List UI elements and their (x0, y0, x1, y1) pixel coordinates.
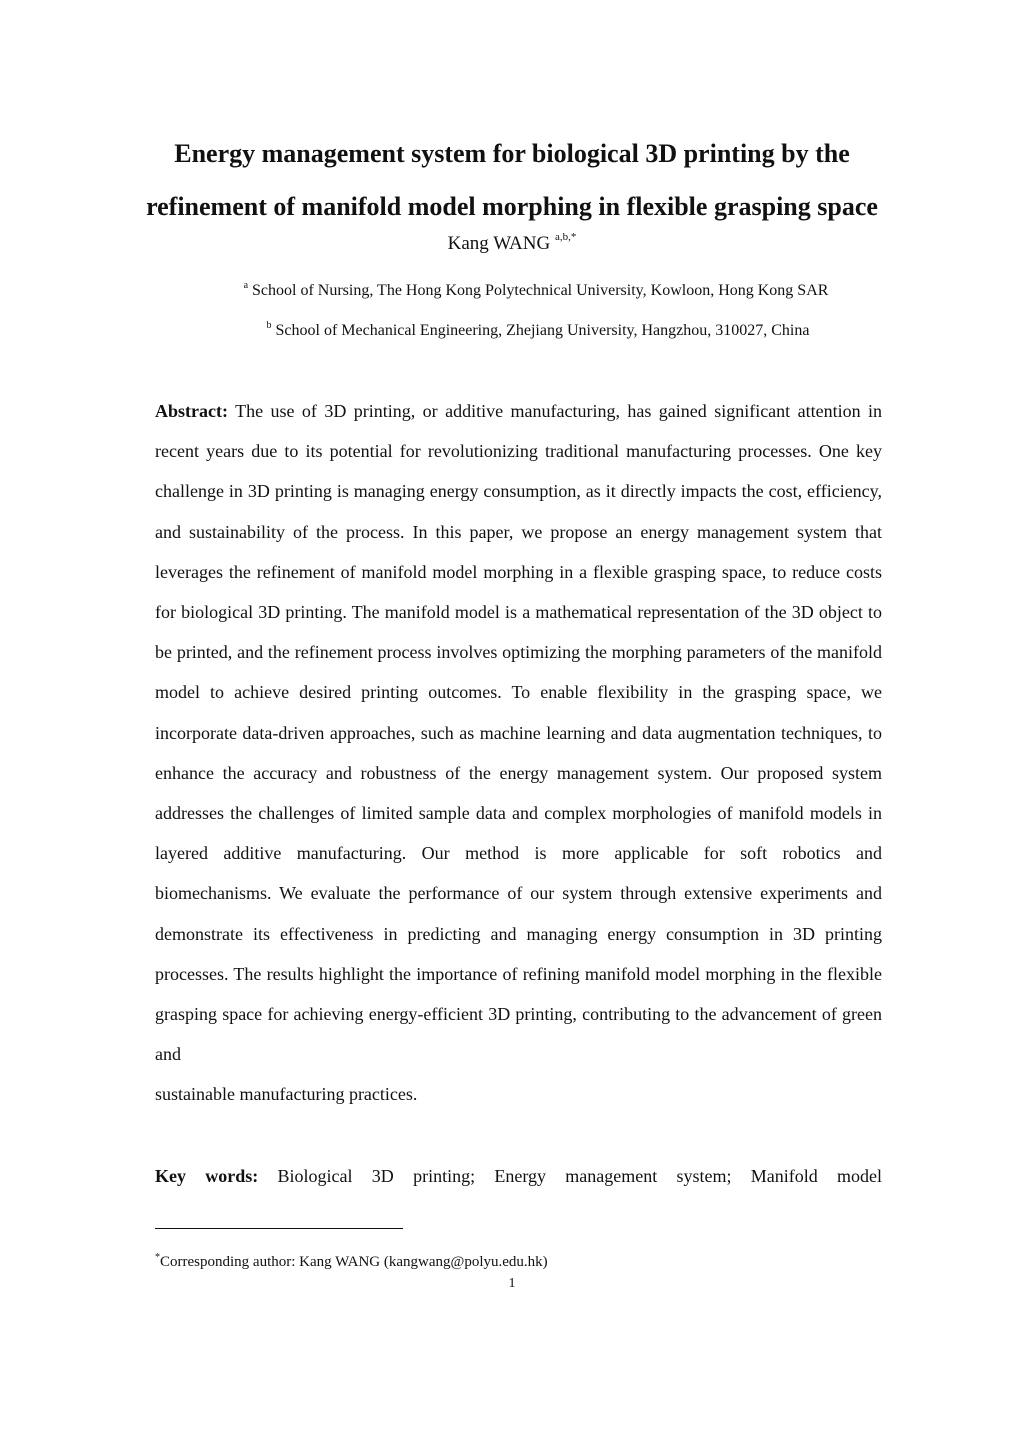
paper-title (120, 127, 904, 233)
title-line-1: Energy management system for biological 3D printing by the (174, 139, 850, 168)
abstract-label: Abstract: (155, 401, 228, 421)
footnote-text: Corresponding author: Kang WANG (kangwang@polyu.edu.hk) (160, 1254, 548, 1270)
affiliation-b (26, 320, 1024, 342)
title-line-2: refinement of manifold model morphing in flexible grasping space (146, 192, 878, 221)
abstract-last-line: sustainable manufacturing practices. (155, 1084, 418, 1105)
page-number: 1 (508, 1276, 516, 1291)
affiliation-a-text: School of Nursing, The Hong Kong Polytechnical University, Kowloon, Hong Kong SAR (252, 282, 829, 299)
abstract-body: The use of 3D printing, or additive manufacturing, has gained significant attention in recent years due to its potential for revolutionizing traditional manufacturing processes. One key challenge in 3D printing is managing energy consumption, as it directly impacts the cost, efficiency, and sustainability of the process. In this paper, we propose an energy management system that leverages the refinement of manifold model morphing in a flexible grasping space, to reduce costs for biological 3D printing. The manifold model is a mathematical representation of the 3D object to be printed, and the refinement process involves optimizing the morphing parameters of the manifold model to achieve desired printing outcomes. To enable flexibility in the grasping space, we incorporate data-driven approaches, such as machine learning and data augmentation techniques, to enhance the accuracy and robustness of the energy management system. Our proposed system addresses the challenges of limited sample data and complex morphologies of manifold models in layered additive manufacturing. Our method is more applicable for soft robotics and biomechanisms. We evaluate the performance of our system through extensive experiments and demonstrate its effectiveness in predicting and managing energy consumption in 3D printing processes. The results highlight the importance of refining manifold model morphing in the flexible grasping space for achieving energy-efficient 3D printing, contributing to the advancement of green and (155, 401, 882, 1065)
author-line (0, 231, 1024, 257)
affiliation-b-marker: b (266, 320, 272, 331)
abstract-paragraph (155, 391, 882, 1115)
keywords-text: Biological 3D printing; Energy management system; Manifold model (277, 1166, 883, 1186)
author-name: Kang WANG (447, 233, 551, 254)
footnote-divider (155, 1228, 403, 1229)
footnote-marker: * (155, 1252, 160, 1263)
affiliation-b-text: School of Mechanical Engineering, Zhejiang University, Hangzhou, 310027, China (275, 322, 810, 339)
affiliation-a-marker: a (243, 280, 249, 291)
footnote (155, 1252, 548, 1272)
keywords-label: Key words: (155, 1166, 259, 1186)
author-affiliation-markers: a,b,* (554, 231, 577, 243)
affiliation-a (24, 280, 1024, 302)
keywords-line (155, 1156, 882, 1196)
